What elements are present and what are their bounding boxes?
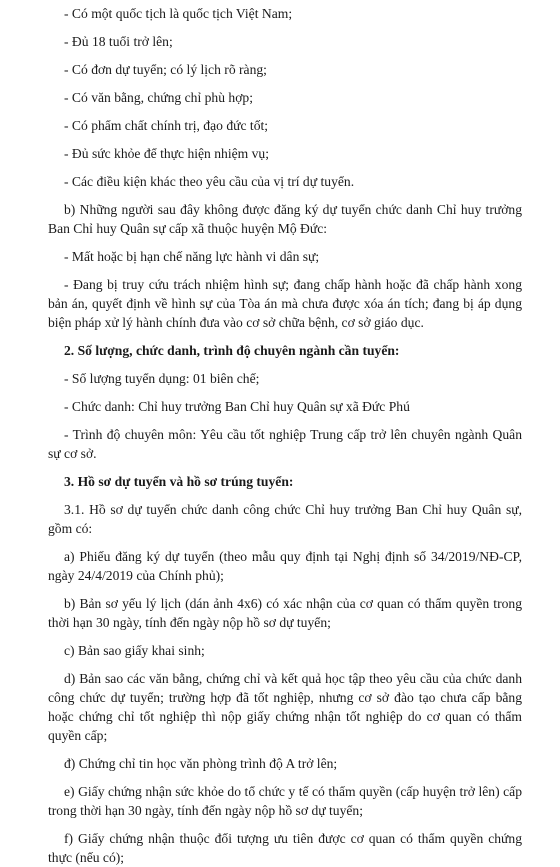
paragraph: d) Bản sao các văn bằng, chứng chỉ và kết quả học tập theo yêu cầu của chức danh công chức dự tuyển; trường hợp đã tốt nghiệp, nhưng cơ sở đào tạo chưa cấp bằng hoặc chứng chỉ tốt nghiệp thì nộp giấy chứng nhận tốt nghiệp do cơ quan có thẩm quyền cấp; [48,671,522,743]
paragraph: - Trình độ chuyên môn: Yêu cầu tốt nghiệp Trung cấp trở lên chuyên ngành Quân sự cơ sở. [48,427,522,461]
paragraph: - Có văn bằng, chứng chỉ phù hợp; [64,90,253,105]
paragraph: b) Những người sau đây không được đăng ký dự tuyển chức danh Chỉ huy trưởng Ban Chỉ huy Quân sự cấp xã thuộc huyện Mộ Đức: [48,202,522,236]
paragraph: - Chức danh: Chỉ huy trưởng Ban Chỉ huy Quân sự xã Đức Phú [64,399,410,414]
paragraph: - Có đơn dự tuyển; có lý lịch rõ ràng; [64,62,267,77]
paragraph: - Số lượng tuyển dụng: 01 biên chế; [64,371,260,386]
paragraph: - Các điều kiện khác theo yêu cầu của vị trí dự tuyển. [64,174,355,189]
paragraph: b) Bản sơ yếu lý lịch (dán ảnh 4x6) có xác nhận của cơ quan có thẩm quyền trong thời hạn 30 ngày, tính đến ngày nộp hồ sơ dự tuyển; [48,596,522,630]
section-heading: 2. Số lượng, chức danh, trình độ chuyên ngành cần tuyển: [64,343,400,358]
paragraph: - Có phẩm chất chính trị, đạo đức tốt; [64,118,269,133]
paragraph: đ) Chứng chỉ tin học văn phòng trình độ A trở lên; [64,756,338,771]
paragraph: - Đủ 18 tuổi trở lên; [64,34,173,49]
paragraph: e) Giấy chứng nhận sức khỏe do tổ chức y tế có thẩm quyền (cấp huyện trở lên) cấp trong thời hạn 30 ngày, tính đến ngày nộp hồ sơ dự tuyển; [48,784,522,818]
paragraph: a) Phiếu đăng ký dự tuyển (theo mẫu quy định tại Nghị định số 34/2019/NĐ-CP, ngày 24/4/2019 của Chính phủ); [48,549,522,583]
paragraph: - Mất hoặc bị hạn chế năng lực hành vi dân sự; [64,249,320,264]
paragraph: - Đang bị truy cứu trách nhiệm hình sự; đang chấp hành hoặc đã chấp hành xong bản án, quyết định về hình sự của Tòa án mà chưa được xóa án tích; đang bị áp dụng biện pháp xử lý hành chính đưa vào cơ sở chữa bệnh, cơ sở giáo dục. [48,277,522,330]
paragraph: c) Bản sao giấy khai sinh; [64,643,205,658]
paragraph: - Đủ sức khỏe để thực hiện nhiệm vụ; [64,146,270,161]
paragraph: 3.1. Hồ sơ dự tuyển chức danh công chức Chỉ huy trưởng Ban Chỉ huy Quân sự, gồm có: [48,502,522,536]
section-heading: 3. Hồ sơ dự tuyển và hồ sơ trúng tuyển: [64,474,294,489]
paragraph: - Có một quốc tịch là quốc tịch Việt Nam; [64,6,293,21]
paragraph: f) Giấy chứng nhận thuộc đối tượng ưu tiên được cơ quan có thẩm quyền chứng thực (nếu có); [48,831,522,865]
